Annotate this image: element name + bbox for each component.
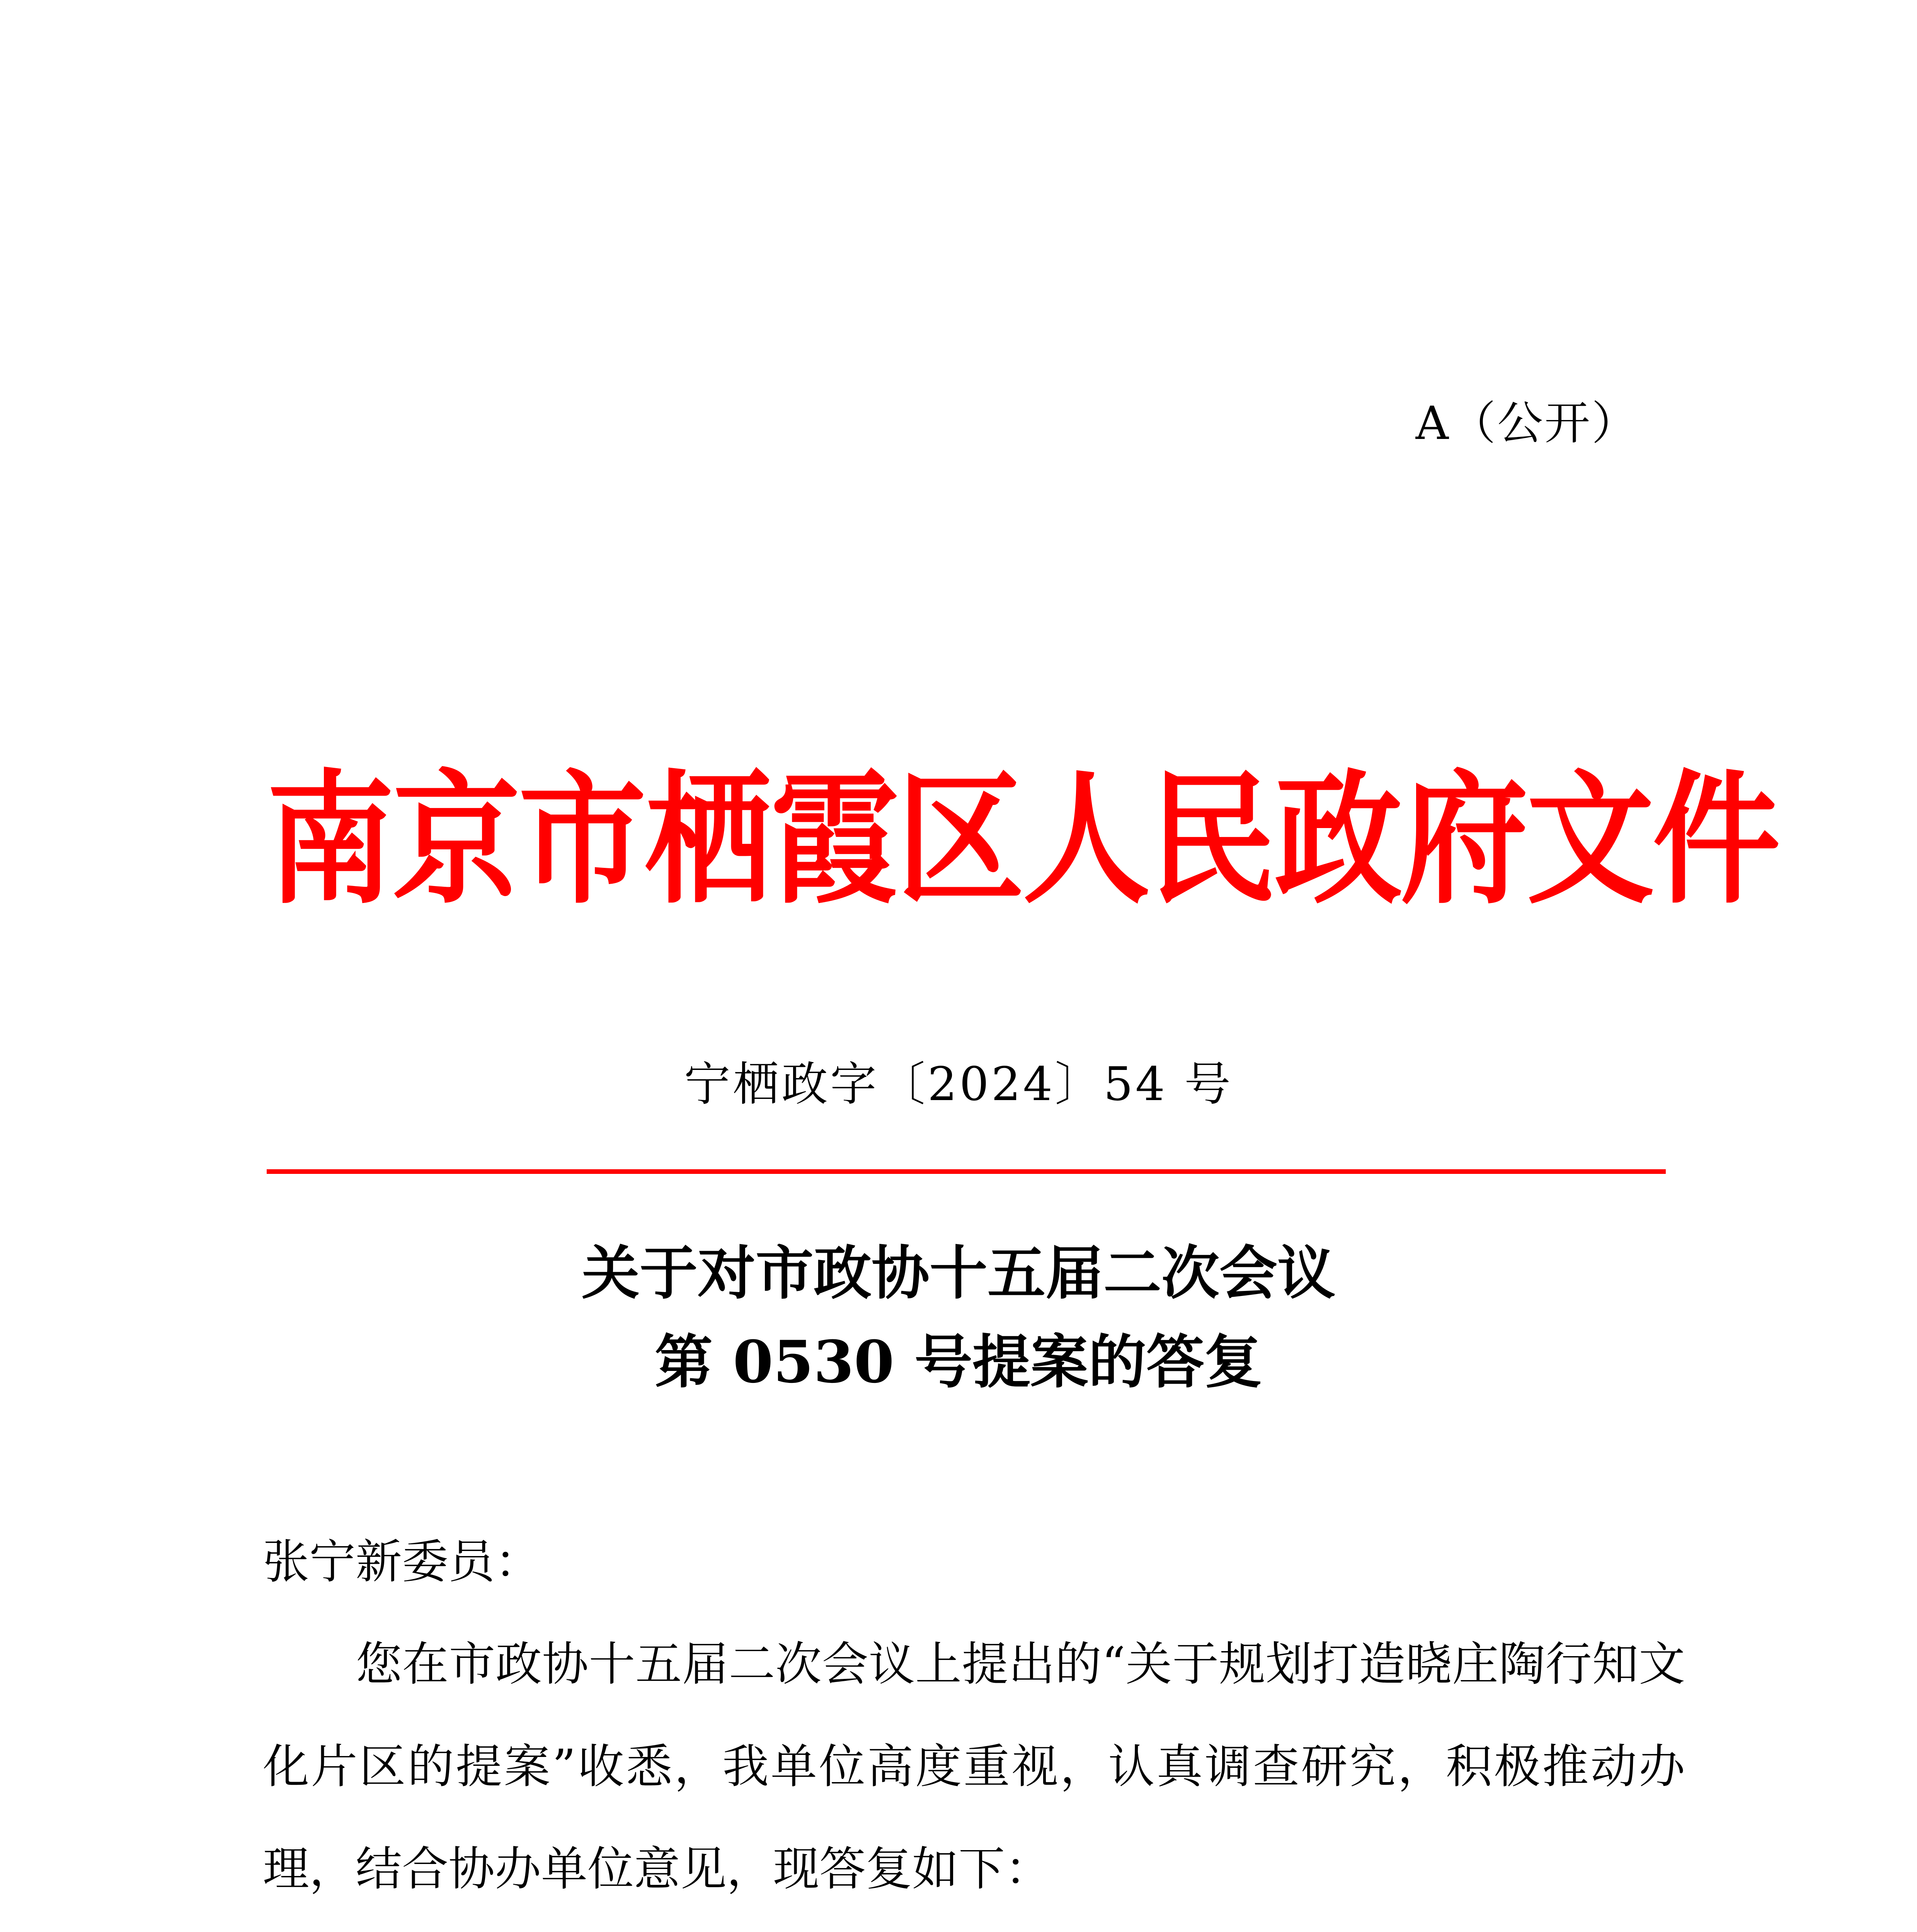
- document-title: [0, 1229, 1917, 1406]
- salutation: 张宁新委员：: [263, 1535, 541, 1589]
- document-number: 宁栖政字〔2024〕54 号: [684, 1058, 1233, 1111]
- section-heading: [263, 1920, 1685, 1932]
- red-separator-line: [267, 1169, 1666, 1174]
- body-paragraph: 您在市政协十五届二次会议上提出的“关于规划打造晓庄陶行知文化片区的提案”收悉，我单位高度重视，认真调查研究，积极推动办理，结合协办单位意见，现答复如下：: [263, 1638, 1685, 1896]
- title-line-2: 第 0530 号提案的答复: [655, 1328, 1262, 1396]
- masthead-title: 南京市栖霞区人民政府文件: [267, 757, 1779, 923]
- classification-label: A（公开）: [1415, 396, 1639, 450]
- title-line-1: 关于对市政协十五届二次会议: [581, 1239, 1335, 1307]
- document-body: [263, 1511, 1685, 1932]
